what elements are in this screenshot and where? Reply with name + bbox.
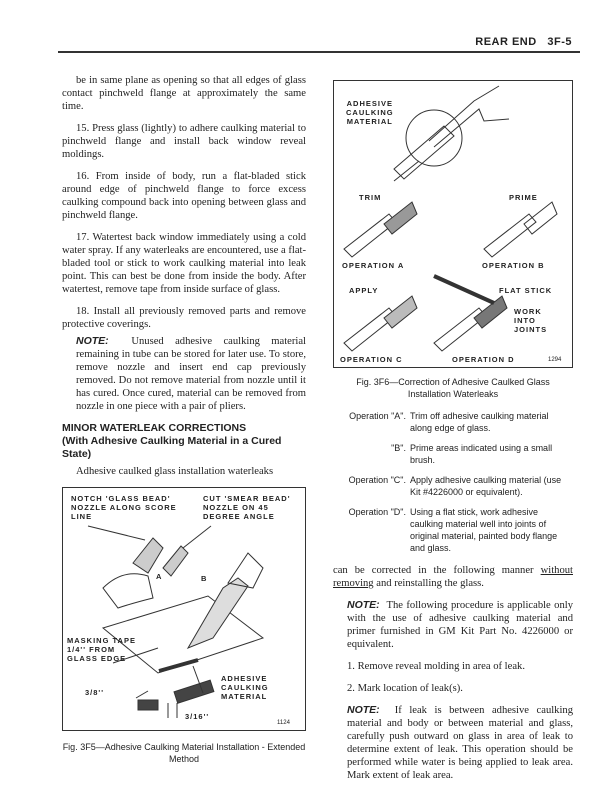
figure-number: 1124 xyxy=(277,720,290,726)
operations-list xyxy=(330,410,573,554)
note-label: NOTE: xyxy=(347,704,380,716)
paragraph: Adhesive caulked glass installation waterleaks xyxy=(76,466,274,477)
label-operation-d: OPERATION D xyxy=(452,355,515,364)
figure-caption-3f5: Fig. 3F5—Adhesive Caulking Material Installation - Extended Method xyxy=(62,742,306,764)
label-prime: PRIME xyxy=(509,193,538,202)
label-3-8: 3/8'' xyxy=(85,688,104,697)
operation-key: "B". xyxy=(391,443,406,453)
operation-text: Trim off adhesive caulking material along edge of glass. xyxy=(410,411,549,433)
label-operation-c: OPERATION C xyxy=(340,355,403,364)
section-subheading: (With Adhesive Caulking Material in a Cured State) xyxy=(62,435,282,460)
underlined-text: without xyxy=(540,565,573,576)
page-number: 3F-5 xyxy=(547,36,572,48)
operation-key: Operation "A". xyxy=(349,411,406,421)
note xyxy=(347,704,573,782)
operation-key: Operation "C". xyxy=(348,475,406,485)
note-text: If leak is between adhesive caulking material and body or between material and glass, carefully push outward on glass in area of leak to determine extent of leak. This operation should be performed while water is being applied to leak area. Mark extent of leak area. xyxy=(347,705,574,781)
step-2: 2. Mark location of leak(s). xyxy=(347,683,463,694)
note xyxy=(347,599,573,651)
left-column xyxy=(62,74,306,765)
section-title: REAR END xyxy=(475,36,537,48)
right-column xyxy=(333,80,573,791)
label-3-16: 3/16'' xyxy=(185,712,210,721)
step-17: 17. Watertest back window immediately using a cold water spray. If any waterleaks are encountered, use a flat-bladed tool or stick to work caulking material into leak point. This can best be done from inside the body. After watertest, remove tape from inside surface of glass. xyxy=(62,232,306,295)
note-label: NOTE: xyxy=(347,599,380,611)
header-rule xyxy=(58,51,580,53)
label-operation-b: OPERATION B xyxy=(482,261,545,270)
operation-key: Operation "D". xyxy=(348,507,406,517)
figure-3f5 xyxy=(62,487,306,731)
label-masking-tape: MASKING TAPE 1/4'' FROM GLASS EDGE xyxy=(67,636,136,663)
label-operation-a: OPERATION A xyxy=(342,261,405,270)
step-18: 18. Install all previously removed parts and remove protective coverings. xyxy=(62,306,306,330)
step-15: 15. Press glass (lightly) to adhere caulking material to pinchweld flange and install back window reveal moldings. xyxy=(62,123,306,160)
operation-b xyxy=(330,442,573,466)
operation-text: Using a flat stick, work adhesive caulking material well into joints of original material, painted body flange and glass. xyxy=(410,507,558,553)
label-cut-nozzle: CUT 'SMEAR BEAD' NOZZLE ON 45 DEGREE ANGLE xyxy=(203,494,291,521)
figure-caption-3f6: Fig. 3F6—Correction of Adhesive Caulked Glass Installation Waterleaks xyxy=(356,377,550,399)
paragraph xyxy=(333,564,573,590)
note-text: Unused adhesive caulking material remaining in tube can be stored for later use. To store, remove nozzle and insert end cap previously removed. Do not remove material from nozzle until it has cured. Once cured, material can be removed from nozzle in one piece with a pair of pliers. xyxy=(76,336,306,412)
note-label: NOTE: xyxy=(76,335,109,347)
paragraph: be in same plane as opening so that all edges of glass contact pinchweld flange at approximately the same time. xyxy=(62,75,306,112)
label-b: B xyxy=(201,574,208,583)
operation-d xyxy=(330,506,573,554)
section-heading: MINOR WATERLEAK CORRECTIONS xyxy=(62,422,247,434)
step-1: 1. Remove reveal molding in area of leak. xyxy=(347,661,525,672)
figure-3f6 xyxy=(333,80,573,368)
figure-number: 1294 xyxy=(548,357,562,363)
label-adhesive: ADHESIVE CAULKING MATERIAL xyxy=(346,99,394,126)
note-text: The following procedure is applicable only with the use of adhesive caulking material and primer furnished in GM Kit Part No. 4226000 or equivalent. xyxy=(347,600,574,650)
label-adhesive: ADHESIVE CAULKING MATERIAL xyxy=(221,674,269,701)
label-apply: APPLY xyxy=(349,286,379,295)
note xyxy=(76,335,306,413)
underlined-text: removing xyxy=(333,578,374,589)
label-flat-stick: FLAT STICK xyxy=(499,286,553,295)
label-notch-nozzle: NOTCH 'GLASS BEAD' NOZZLE ALONG SCORE LINE xyxy=(71,494,177,521)
label-a: A xyxy=(156,572,163,581)
label-trim: TRIM xyxy=(359,193,382,202)
text: and reinstalling the glass. xyxy=(373,578,484,589)
page-header xyxy=(475,36,572,48)
label-work-into-joints: WORK INTO JOINTS xyxy=(514,307,548,334)
step-16: 16. From inside of body, run a flat-bladed stick around edge of pinchweld flange to force excess caulking compound back into opening between glass and pinchweld flange. xyxy=(62,171,306,221)
operation-c xyxy=(330,474,573,498)
operation-text: Prime areas indicated using a small brush. xyxy=(410,443,553,465)
operation-text: Apply adhesive caulking material (use Kit #4226000 or equivalent). xyxy=(410,475,562,497)
operation-a xyxy=(330,410,573,434)
text: can be corrected in the following manner xyxy=(333,565,541,576)
